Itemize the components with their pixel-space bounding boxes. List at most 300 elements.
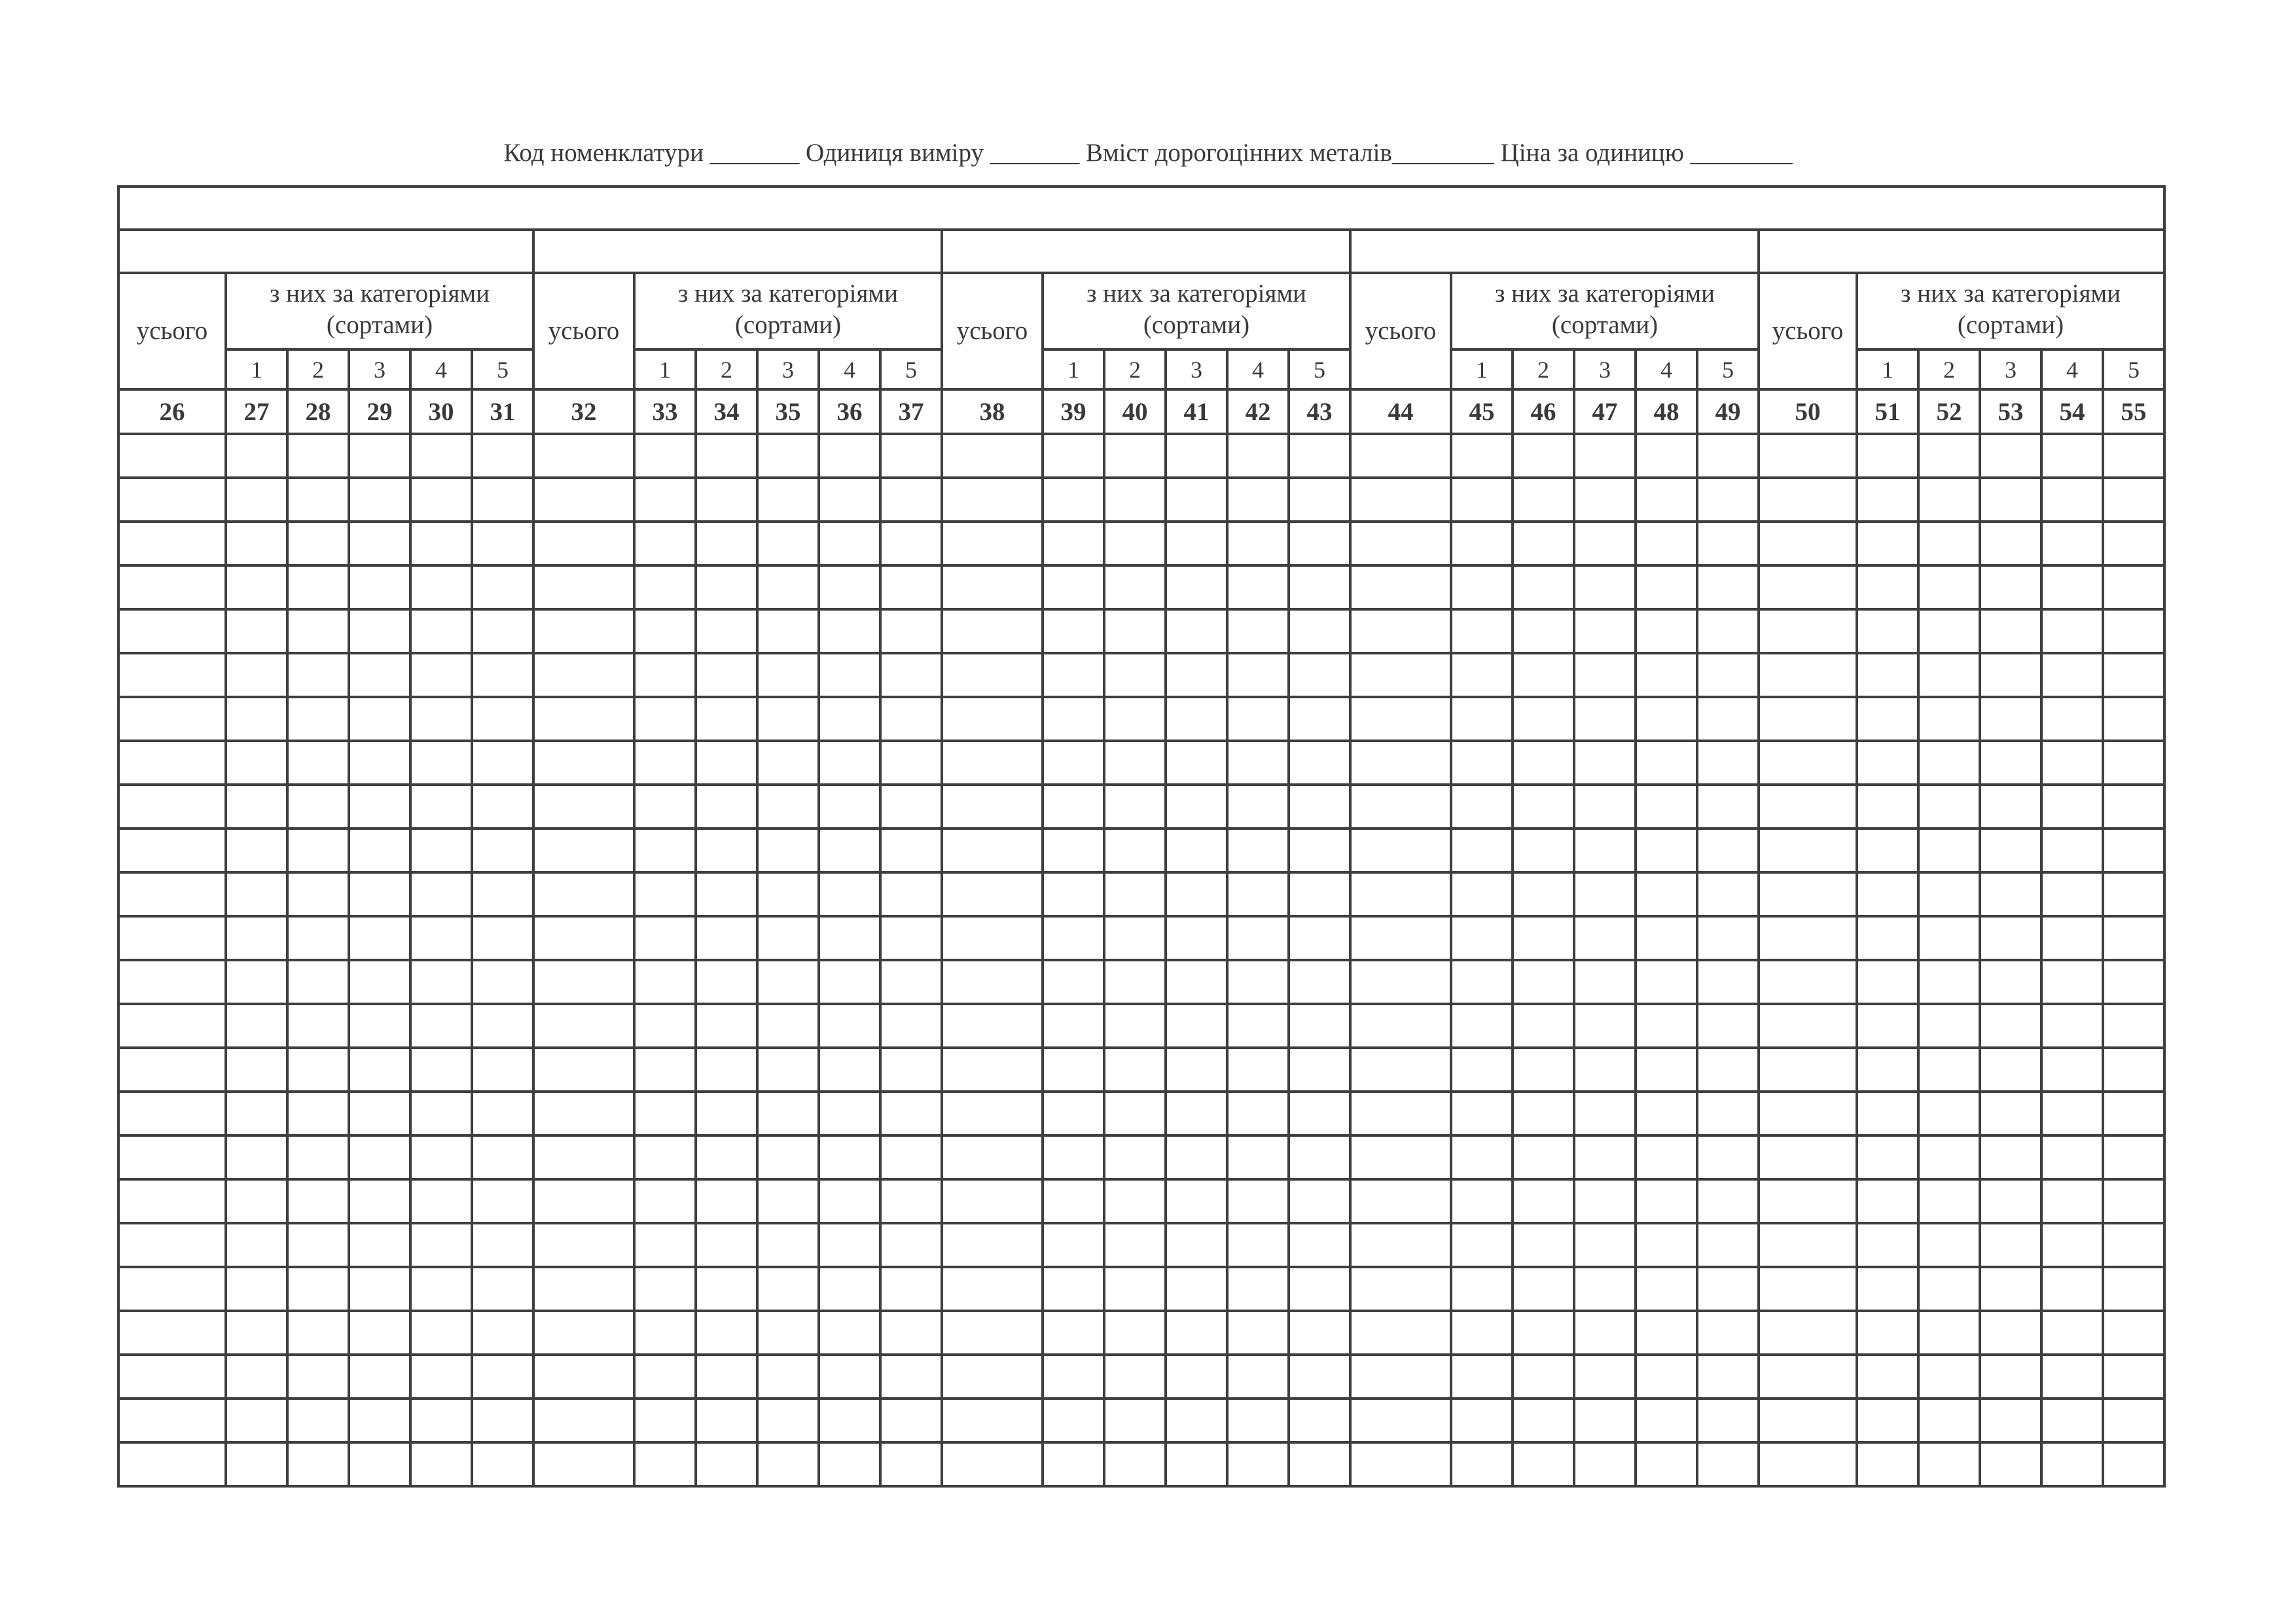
entry-cell[interactable]: [1636, 1399, 1697, 1442]
entry-cell[interactable]: [1857, 565, 1918, 609]
entry-cell[interactable]: [1980, 1004, 2041, 1048]
entry-cell[interactable]: [472, 1311, 533, 1355]
entry-cell[interactable]: [1918, 741, 1980, 785]
entry-cell[interactable]: [1227, 697, 1289, 741]
entry-cell[interactable]: [1857, 1355, 1918, 1399]
entry-cell[interactable]: [472, 916, 533, 960]
entry-cell[interactable]: [1574, 478, 1636, 522]
entry-cell[interactable]: [349, 565, 410, 609]
entry-cell[interactable]: [1697, 434, 1759, 478]
entry-cell[interactable]: [1289, 785, 1350, 829]
entry-cell[interactable]: [1043, 872, 1104, 916]
entry-cell[interactable]: [1350, 916, 1451, 960]
entry-cell[interactable]: [634, 565, 696, 609]
entry-cell[interactable]: [696, 1355, 757, 1399]
entry-cell[interactable]: [819, 1048, 880, 1092]
entry-cell[interactable]: [1759, 434, 1857, 478]
entry-cell[interactable]: [1513, 697, 1574, 741]
entry-cell[interactable]: [1980, 1223, 2041, 1267]
entry-cell[interactable]: [2041, 741, 2103, 785]
entry-cell[interactable]: [533, 1355, 634, 1399]
entry-cell[interactable]: [2041, 434, 2103, 478]
entry-cell[interactable]: [1574, 741, 1636, 785]
entry-cell[interactable]: [2103, 1223, 2164, 1267]
entry-cell[interactable]: [1513, 1092, 1574, 1135]
entry-cell[interactable]: [2103, 522, 2164, 565]
entry-cell[interactable]: [1574, 960, 1636, 1004]
entry-cell[interactable]: [1350, 697, 1451, 741]
entry-cell[interactable]: [287, 653, 349, 697]
entry-cell[interactable]: [1227, 1355, 1289, 1399]
entry-cell[interactable]: [1857, 1135, 1918, 1179]
entry-cell[interactable]: [1350, 1092, 1451, 1135]
entry-cell[interactable]: [1451, 741, 1513, 785]
entry-cell[interactable]: [118, 1399, 226, 1442]
entry-cell[interactable]: [287, 478, 349, 522]
entry-cell[interactable]: [1636, 565, 1697, 609]
entry-cell[interactable]: [1104, 960, 1166, 1004]
entry-cell[interactable]: [942, 741, 1043, 785]
entry-cell[interactable]: [2041, 1179, 2103, 1223]
entry-cell[interactable]: [1451, 434, 1513, 478]
entry-cell[interactable]: [2041, 1311, 2103, 1355]
entry-cell[interactable]: [349, 916, 410, 960]
entry-cell[interactable]: [2103, 741, 2164, 785]
entry-cell[interactable]: [1043, 522, 1104, 565]
entry-cell[interactable]: [634, 1442, 696, 1486]
entry-cell[interactable]: [1289, 1355, 1350, 1399]
entry-cell[interactable]: [634, 653, 696, 697]
entry-cell[interactable]: [1574, 1311, 1636, 1355]
entry-cell[interactable]: [1636, 1311, 1697, 1355]
entry-cell[interactable]: [1513, 609, 1574, 653]
entry-cell[interactable]: [1227, 1179, 1289, 1223]
entry-cell[interactable]: [1513, 1355, 1574, 1399]
entry-cell[interactable]: [634, 1004, 696, 1048]
entry-cell[interactable]: [1636, 1442, 1697, 1486]
entry-cell[interactable]: [1289, 1267, 1350, 1311]
entry-cell[interactable]: [349, 653, 410, 697]
entry-cell[interactable]: [2041, 1223, 2103, 1267]
entry-cell[interactable]: [757, 478, 819, 522]
entry-cell[interactable]: [880, 434, 942, 478]
entry-cell[interactable]: [1104, 653, 1166, 697]
entry-cell[interactable]: [634, 1223, 696, 1267]
entry-cell[interactable]: [1227, 872, 1289, 916]
entry-cell[interactable]: [1043, 960, 1104, 1004]
entry-cell[interactable]: [1166, 785, 1227, 829]
entry-cell[interactable]: [1227, 829, 1289, 872]
entry-cell[interactable]: [1513, 1267, 1574, 1311]
entry-cell[interactable]: [1104, 1223, 1166, 1267]
entry-cell[interactable]: [1166, 565, 1227, 609]
entry-cell[interactable]: [819, 522, 880, 565]
entry-cell[interactable]: [349, 609, 410, 653]
entry-cell[interactable]: [2103, 653, 2164, 697]
entry-cell[interactable]: [2103, 434, 2164, 478]
entry-cell[interactable]: [118, 1048, 226, 1092]
entry-cell[interactable]: [1043, 1092, 1104, 1135]
entry-cell[interactable]: [634, 1048, 696, 1092]
entry-cell[interactable]: [1104, 1092, 1166, 1135]
entry-cell[interactable]: [349, 872, 410, 916]
entry-cell[interactable]: [1350, 1223, 1451, 1267]
entry-cell[interactable]: [819, 1179, 880, 1223]
entry-cell[interactable]: [1227, 960, 1289, 1004]
entry-cell[interactable]: [1043, 1399, 1104, 1442]
entry-cell[interactable]: [1759, 1092, 1857, 1135]
entry-cell[interactable]: [1227, 1048, 1289, 1092]
entry-cell[interactable]: [472, 697, 533, 741]
entry-cell[interactable]: [1166, 1399, 1227, 1442]
entry-cell[interactable]: [942, 478, 1043, 522]
entry-cell[interactable]: [1697, 916, 1759, 960]
entry-cell[interactable]: [1513, 1179, 1574, 1223]
entry-cell[interactable]: [1451, 1311, 1513, 1355]
entry-cell[interactable]: [1857, 434, 1918, 478]
entry-cell[interactable]: [1043, 1442, 1104, 1486]
entry-cell[interactable]: [1857, 1223, 1918, 1267]
entry-cell[interactable]: [819, 1004, 880, 1048]
entry-cell[interactable]: [1043, 697, 1104, 741]
entry-cell[interactable]: [349, 741, 410, 785]
entry-cell[interactable]: [287, 1267, 349, 1311]
entry-cell[interactable]: [880, 1442, 942, 1486]
entry-cell[interactable]: [2103, 1355, 2164, 1399]
entry-cell[interactable]: [696, 522, 757, 565]
entry-cell[interactable]: [1513, 653, 1574, 697]
entry-cell[interactable]: [2041, 697, 2103, 741]
entry-cell[interactable]: [1636, 434, 1697, 478]
entry-cell[interactable]: [1043, 1223, 1104, 1267]
entry-cell[interactable]: [1513, 1004, 1574, 1048]
entry-cell[interactable]: [1227, 653, 1289, 697]
entry-cell[interactable]: [1918, 697, 1980, 741]
entry-cell[interactable]: [1166, 434, 1227, 478]
entry-cell[interactable]: [349, 829, 410, 872]
group-name-cell[interactable]: [533, 230, 942, 273]
entry-cell[interactable]: [287, 434, 349, 478]
entry-cell[interactable]: [410, 478, 472, 522]
entry-cell[interactable]: [1636, 1004, 1697, 1048]
entry-cell[interactable]: [349, 522, 410, 565]
entry-cell[interactable]: [1104, 785, 1166, 829]
entry-cell[interactable]: [472, 872, 533, 916]
entry-cell[interactable]: [2041, 872, 2103, 916]
entry-cell[interactable]: [1513, 785, 1574, 829]
entry-cell[interactable]: [1980, 872, 2041, 916]
entry-cell[interactable]: [226, 434, 287, 478]
entry-cell[interactable]: [410, 1311, 472, 1355]
entry-cell[interactable]: [880, 916, 942, 960]
entry-cell[interactable]: [533, 609, 634, 653]
entry-cell[interactable]: [2041, 1355, 2103, 1399]
entry-cell[interactable]: [1513, 1223, 1574, 1267]
entry-cell[interactable]: [1451, 1223, 1513, 1267]
entry-cell[interactable]: [1697, 1004, 1759, 1048]
entry-cell[interactable]: [472, 785, 533, 829]
entry-cell[interactable]: [118, 1355, 226, 1399]
entry-cell[interactable]: [1043, 565, 1104, 609]
entry-cell[interactable]: [1759, 1442, 1857, 1486]
entry-cell[interactable]: [1980, 1311, 2041, 1355]
entry-cell[interactable]: [1636, 960, 1697, 1004]
entry-cell[interactable]: [1759, 1355, 1857, 1399]
entry-cell[interactable]: [1043, 653, 1104, 697]
entry-cell[interactable]: [349, 1311, 410, 1355]
entry-cell[interactable]: [757, 1442, 819, 1486]
entry-cell[interactable]: [1166, 741, 1227, 785]
entry-cell[interactable]: [1350, 1355, 1451, 1399]
entry-cell[interactable]: [1451, 829, 1513, 872]
entry-cell[interactable]: [1697, 478, 1759, 522]
entry-cell[interactable]: [1636, 872, 1697, 916]
entry-cell[interactable]: [2041, 522, 2103, 565]
entry-cell[interactable]: [1227, 741, 1289, 785]
entry-cell[interactable]: [757, 1399, 819, 1442]
entry-cell[interactable]: [1857, 697, 1918, 741]
entry-cell[interactable]: [472, 1135, 533, 1179]
entry-cell[interactable]: [1513, 1311, 1574, 1355]
entry-cell[interactable]: [1104, 1004, 1166, 1048]
entry-cell[interactable]: [226, 741, 287, 785]
entry-cell[interactable]: [533, 1092, 634, 1135]
entry-cell[interactable]: [1451, 522, 1513, 565]
entry-cell[interactable]: [1166, 1092, 1227, 1135]
entry-cell[interactable]: [2103, 1399, 2164, 1442]
entry-cell[interactable]: [118, 434, 226, 478]
entry-cell[interactable]: [819, 653, 880, 697]
entry-cell[interactable]: [410, 434, 472, 478]
entry-cell[interactable]: [880, 1355, 942, 1399]
entry-cell[interactable]: [1697, 522, 1759, 565]
entry-cell[interactable]: [2041, 785, 2103, 829]
entry-cell[interactable]: [472, 1048, 533, 1092]
entry-cell[interactable]: [1857, 1311, 1918, 1355]
entry-cell[interactable]: [1043, 1355, 1104, 1399]
entry-cell[interactable]: [2103, 1135, 2164, 1179]
entry-cell[interactable]: [1350, 1179, 1451, 1223]
group-name-cell[interactable]: [118, 230, 533, 273]
entry-cell[interactable]: [1451, 872, 1513, 916]
entry-cell[interactable]: [1759, 565, 1857, 609]
entry-cell[interactable]: [1289, 741, 1350, 785]
entry-cell[interactable]: [942, 1399, 1043, 1442]
entry-cell[interactable]: [1759, 478, 1857, 522]
entry-cell[interactable]: [1104, 872, 1166, 916]
entry-cell[interactable]: [226, 478, 287, 522]
entry-cell[interactable]: [1636, 1179, 1697, 1223]
entry-cell[interactable]: [1857, 1092, 1918, 1135]
entry-cell[interactable]: [1980, 1179, 2041, 1223]
entry-cell[interactable]: [226, 1311, 287, 1355]
entry-cell[interactable]: [1857, 960, 1918, 1004]
entry-cell[interactable]: [2103, 829, 2164, 872]
group-name-cell[interactable]: [942, 230, 1350, 273]
entry-cell[interactable]: [1166, 916, 1227, 960]
entry-cell[interactable]: [226, 565, 287, 609]
entry-cell[interactable]: [226, 1399, 287, 1442]
entry-cell[interactable]: [1227, 785, 1289, 829]
entry-cell[interactable]: [1574, 872, 1636, 916]
entry-cell[interactable]: [1350, 1048, 1451, 1092]
entry-cell[interactable]: [1697, 960, 1759, 1004]
entry-cell[interactable]: [1350, 565, 1451, 609]
entry-cell[interactable]: [287, 1311, 349, 1355]
entry-cell[interactable]: [696, 1442, 757, 1486]
entry-cell[interactable]: [118, 785, 226, 829]
entry-cell[interactable]: [1697, 785, 1759, 829]
entry-cell[interactable]: [942, 1355, 1043, 1399]
entry-cell[interactable]: [1857, 785, 1918, 829]
entry-cell[interactable]: [696, 1135, 757, 1179]
entry-cell[interactable]: [757, 1179, 819, 1223]
entry-cell[interactable]: [2103, 1442, 2164, 1486]
entry-cell[interactable]: [1289, 1223, 1350, 1267]
entry-cell[interactable]: [410, 960, 472, 1004]
entry-cell[interactable]: [349, 1179, 410, 1223]
entry-cell[interactable]: [634, 829, 696, 872]
entry-cell[interactable]: [1857, 741, 1918, 785]
entry-cell[interactable]: [533, 478, 634, 522]
entry-cell[interactable]: [1513, 741, 1574, 785]
entry-cell[interactable]: [349, 1092, 410, 1135]
entry-cell[interactable]: [634, 434, 696, 478]
entry-cell[interactable]: [472, 1179, 533, 1223]
entry-cell[interactable]: [349, 960, 410, 1004]
entry-cell[interactable]: [2041, 1399, 2103, 1442]
entry-cell[interactable]: [1166, 1267, 1227, 1311]
entry-cell[interactable]: [533, 872, 634, 916]
entry-cell[interactable]: [2103, 785, 2164, 829]
entry-cell[interactable]: [942, 1223, 1043, 1267]
entry-cell[interactable]: [1043, 478, 1104, 522]
entry-cell[interactable]: [533, 434, 634, 478]
entry-cell[interactable]: [1980, 1135, 2041, 1179]
entry-cell[interactable]: [1166, 829, 1227, 872]
entry-cell[interactable]: [1980, 916, 2041, 960]
entry-cell[interactable]: [1350, 829, 1451, 872]
entry-cell[interactable]: [118, 565, 226, 609]
entry-cell[interactable]: [1980, 609, 2041, 653]
entry-cell[interactable]: [634, 609, 696, 653]
entry-cell[interactable]: [757, 960, 819, 1004]
entry-cell[interactable]: [1289, 522, 1350, 565]
entry-cell[interactable]: [634, 1311, 696, 1355]
entry-cell[interactable]: [226, 785, 287, 829]
entry-cell[interactable]: [2103, 960, 2164, 1004]
entry-cell[interactable]: [1980, 1267, 2041, 1311]
entry-cell[interactable]: [1980, 1399, 2041, 1442]
entry-cell[interactable]: [634, 741, 696, 785]
entry-cell[interactable]: [410, 1399, 472, 1442]
entry-cell[interactable]: [533, 1179, 634, 1223]
entry-cell[interactable]: [880, 478, 942, 522]
entry-cell[interactable]: [1980, 434, 2041, 478]
entry-cell[interactable]: [118, 1135, 226, 1179]
entry-cell[interactable]: [118, 1179, 226, 1223]
entry-cell[interactable]: [1289, 1092, 1350, 1135]
entry-cell[interactable]: [533, 960, 634, 1004]
entry-cell[interactable]: [1451, 609, 1513, 653]
entry-cell[interactable]: [226, 1267, 287, 1311]
entry-cell[interactable]: [1104, 697, 1166, 741]
entry-cell[interactable]: [1104, 1048, 1166, 1092]
entry-cell[interactable]: [1289, 1004, 1350, 1048]
entry-cell[interactable]: [1759, 1399, 1857, 1442]
entry-cell[interactable]: [472, 609, 533, 653]
entry-cell[interactable]: [1759, 1223, 1857, 1267]
entry-cell[interactable]: [226, 1048, 287, 1092]
entry-cell[interactable]: [1759, 522, 1857, 565]
entry-cell[interactable]: [819, 1135, 880, 1179]
entry-cell[interactable]: [942, 916, 1043, 960]
entry-cell[interactable]: [226, 697, 287, 741]
entry-cell[interactable]: [287, 1179, 349, 1223]
entry-cell[interactable]: [1513, 829, 1574, 872]
entry-cell[interactable]: [1636, 829, 1697, 872]
entry-cell[interactable]: [1636, 478, 1697, 522]
entry-cell[interactable]: [1289, 829, 1350, 872]
entry-cell[interactable]: [1043, 785, 1104, 829]
entry-cell[interactable]: [1350, 609, 1451, 653]
entry-cell[interactable]: [1636, 1048, 1697, 1092]
entry-cell[interactable]: [287, 609, 349, 653]
entry-cell[interactable]: [819, 697, 880, 741]
entry-cell[interactable]: [696, 1179, 757, 1223]
entry-cell[interactable]: [1104, 1355, 1166, 1399]
entry-cell[interactable]: [634, 916, 696, 960]
entry-cell[interactable]: [1350, 478, 1451, 522]
entry-cell[interactable]: [2041, 653, 2103, 697]
entry-cell[interactable]: [2103, 697, 2164, 741]
entry-cell[interactable]: [1697, 872, 1759, 916]
entry-cell[interactable]: [1289, 434, 1350, 478]
entry-cell[interactable]: [1451, 478, 1513, 522]
entry-cell[interactable]: [942, 609, 1043, 653]
entry-cell[interactable]: [696, 785, 757, 829]
entry-cell[interactable]: [1104, 1179, 1166, 1223]
entry-cell[interactable]: [696, 1311, 757, 1355]
entry-cell[interactable]: [696, 653, 757, 697]
entry-cell[interactable]: [1857, 1004, 1918, 1048]
entry-cell[interactable]: [226, 916, 287, 960]
entry-cell[interactable]: [1350, 1135, 1451, 1179]
entry-cell[interactable]: [1513, 1442, 1574, 1486]
entry-cell[interactable]: [880, 785, 942, 829]
entry-cell[interactable]: [1043, 916, 1104, 960]
entry-cell[interactable]: [819, 1399, 880, 1442]
entry-cell[interactable]: [819, 872, 880, 916]
entry-cell[interactable]: [2103, 1267, 2164, 1311]
entry-cell[interactable]: [1289, 565, 1350, 609]
entry-cell[interactable]: [880, 1223, 942, 1267]
entry-cell[interactable]: [1451, 1267, 1513, 1311]
entry-cell[interactable]: [696, 872, 757, 916]
entry-cell[interactable]: [880, 1004, 942, 1048]
entry-cell[interactable]: [410, 1048, 472, 1092]
entry-cell[interactable]: [1227, 1135, 1289, 1179]
entry-cell[interactable]: [1104, 565, 1166, 609]
entry-cell[interactable]: [533, 1267, 634, 1311]
entry-cell[interactable]: [410, 653, 472, 697]
entry-cell[interactable]: [1451, 785, 1513, 829]
entry-cell[interactable]: [1574, 565, 1636, 609]
entry-cell[interactable]: [1451, 1442, 1513, 1486]
entry-cell[interactable]: [1043, 434, 1104, 478]
entry-cell[interactable]: [942, 697, 1043, 741]
entry-cell[interactable]: [1857, 1442, 1918, 1486]
